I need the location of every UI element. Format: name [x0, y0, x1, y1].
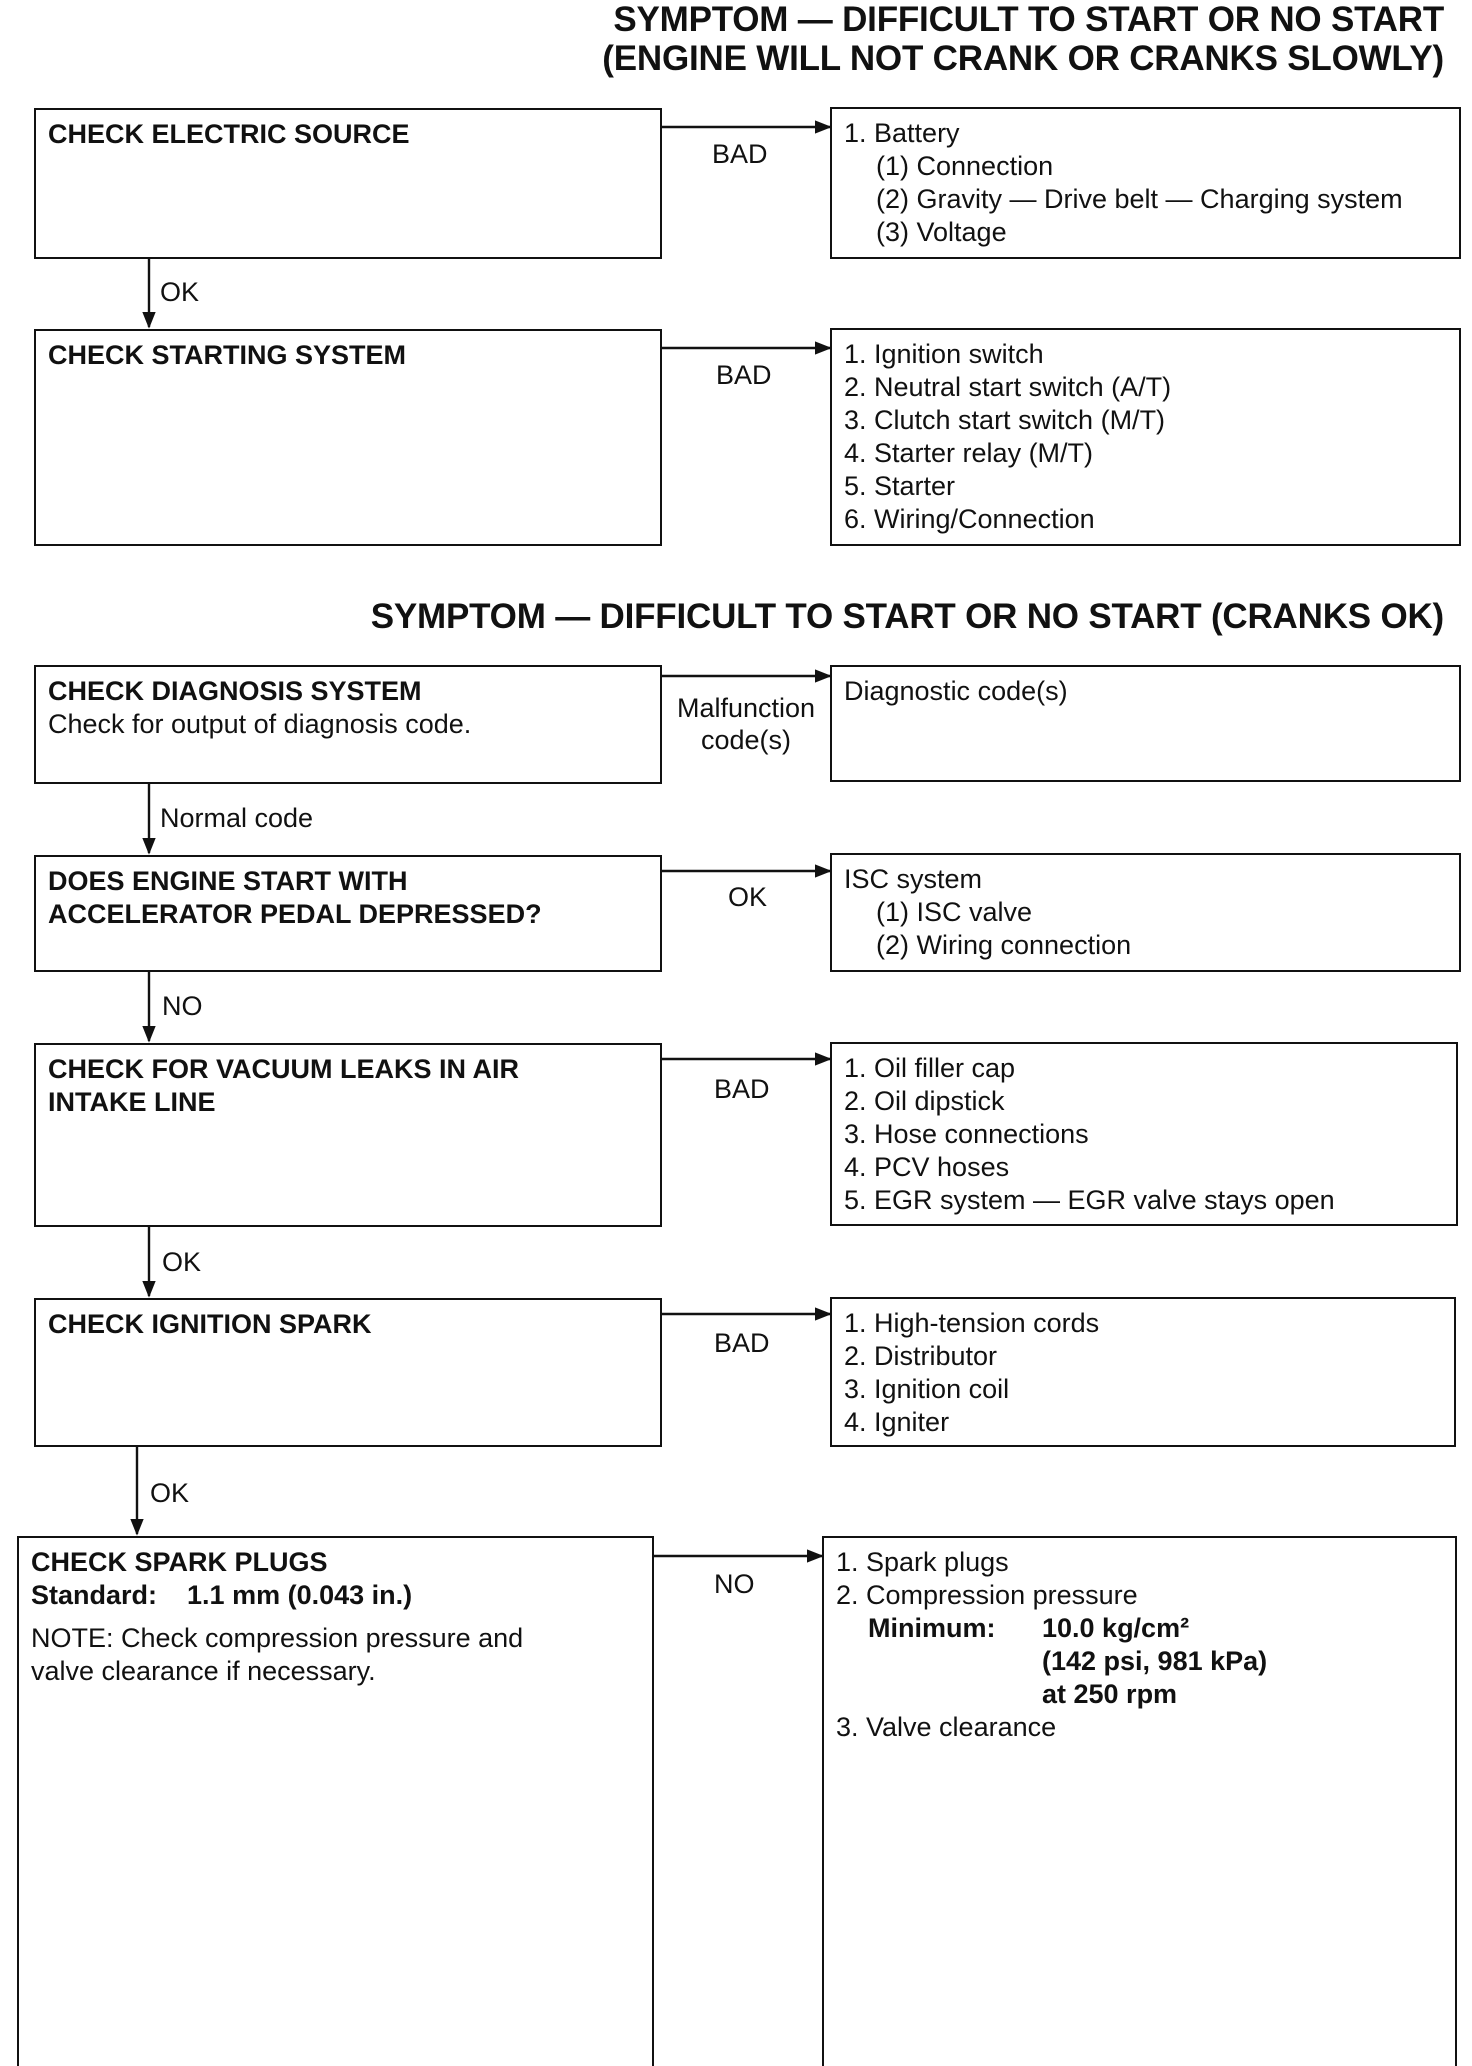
- section1-title: [602, 0, 1444, 78]
- spark-cause-item: 3. Ignition coil: [844, 1374, 1010, 1404]
- plugs-cause-spark-plugs: 1. Spark plugs: [836, 1547, 1009, 1577]
- isc-valve-text: (1) ISC valve: [876, 897, 1033, 927]
- check-vacuum-heading-line1: CHECK FOR VACUUM LEAKS IN AIR: [48, 1054, 519, 1084]
- check-electric-source-heading: CHECK ELECTRIC SOURCE: [48, 119, 410, 149]
- starting-cause-item: 3. Clutch start switch (M/T): [844, 405, 1166, 435]
- plugs-no-label: NO: [714, 1569, 755, 1599]
- electric-bad-label: BAD: [712, 139, 768, 169]
- compression-minimum: [836, 1612, 1443, 1645]
- check-diagnosis-heading: CHECK DIAGNOSIS SYSTEM: [48, 676, 422, 706]
- electric-cause-voltage: (3) Voltage: [876, 217, 1007, 247]
- starting-cause-item: 6. Wiring/Connection: [844, 504, 1095, 534]
- vacuum-cause-item: 2. Oil dipstick: [844, 1086, 1005, 1116]
- spark-cause-item: 4. Igniter: [844, 1407, 950, 1437]
- section1-title-line1: SYMPTOM — DIFFICULT TO START OR NO START: [613, 0, 1444, 39]
- spark-bad-label: BAD: [714, 1328, 770, 1358]
- vacuum-ok-label: OK: [162, 1247, 202, 1277]
- starting-bad-label: BAD: [716, 360, 772, 390]
- malfunction-label-line2: code(s): [700, 725, 792, 755]
- minimum-value-line3: at 250 rpm: [1042, 1679, 1178, 1709]
- isc-wiring-text: (2) Wiring connection: [876, 930, 1132, 960]
- section1-title-line2: (ENGINE WILL NOT CRANK OR CRANKS SLOWLY): [602, 39, 1444, 78]
- spark-plugs-note-line1: NOTE: Check compression pressure and: [31, 1623, 524, 1653]
- spark-ok-label: OK: [150, 1478, 190, 1508]
- diagnostic-codes-text: Diagnostic code(s): [844, 676, 1068, 706]
- standard-value: 1.1 mm (0.043 in.): [187, 1580, 413, 1610]
- check-vacuum-heading-line2: INTAKE LINE: [48, 1087, 216, 1117]
- engine-start-box: [34, 855, 662, 972]
- starting-cause-item: 1. Ignition switch: [844, 339, 1044, 369]
- spark-plugs-standard: [31, 1579, 640, 1612]
- check-starting-system-box: [34, 329, 662, 546]
- spark-plugs-note-line2: valve clearance if necessary.: [31, 1656, 376, 1686]
- standard-label: Standard:: [31, 1580, 158, 1610]
- vacuum-bad-label: BAD: [714, 1074, 770, 1104]
- check-electric-source-box: [34, 108, 662, 259]
- electric-ok-label: OK: [160, 277, 200, 307]
- engine-start-heading-line1: DOES ENGINE START WITH: [48, 866, 408, 896]
- check-spark-plugs-heading: CHECK SPARK PLUGS: [31, 1547, 328, 1577]
- check-spark-plugs-box: [17, 1536, 654, 2066]
- plugs-cause-valve-clearance: 3. Valve clearance: [836, 1712, 1057, 1742]
- vacuum-causes-box: [830, 1042, 1458, 1226]
- diagnostic-codes-box: [830, 665, 1461, 782]
- vacuum-cause-item: 4. PCV hoses: [844, 1152, 1010, 1182]
- check-ignition-spark-box: [34, 1298, 662, 1447]
- vacuum-cause-item: 3. Hose connections: [844, 1119, 1089, 1149]
- starting-cause-item: 5. Starter: [844, 471, 956, 501]
- plugs-causes-box: [822, 1536, 1457, 2066]
- section2-title: SYMPTOM — DIFFICULT TO START OR NO START (CRANKS OK): [370, 597, 1444, 636]
- starting-cause-item: 2. Neutral start switch (A/T): [844, 372, 1172, 402]
- starting-causes-box: [830, 328, 1461, 546]
- engine-ok-label: OK: [728, 882, 768, 912]
- minimum-label: Minimum:: [868, 1613, 996, 1643]
- vacuum-cause-item: 1. Oil filler cap: [844, 1053, 1016, 1083]
- isc-system-text: ISC system: [844, 864, 983, 894]
- check-diagnosis-box: [34, 665, 662, 784]
- malfunction-label: [668, 692, 824, 756]
- starting-cause-item: 4. Starter relay (M/T): [844, 438, 1094, 468]
- check-starting-system-heading: CHECK STARTING SYSTEM: [48, 340, 407, 370]
- check-vacuum-box: [34, 1043, 662, 1227]
- electric-causes-box: [830, 107, 1461, 259]
- minimum-value-line1: 10.0 kg/cm²: [1042, 1613, 1190, 1643]
- electric-cause-gravity: (2) Gravity — Drive belt — Charging system: [876, 184, 1403, 214]
- electric-cause-connection: (1) Connection: [876, 151, 1054, 181]
- isc-causes-box: [830, 853, 1461, 972]
- normal-code-label: Normal code: [160, 803, 314, 833]
- electric-cause-battery: 1. Battery: [844, 118, 960, 148]
- malfunction-label-line1: Malfunction: [676, 693, 816, 723]
- engine-no-label: NO: [162, 991, 203, 1021]
- check-diagnosis-text: Check for output of diagnosis code.: [48, 709, 472, 739]
- vacuum-cause-item: 5. EGR system — EGR valve stays open: [844, 1185, 1335, 1215]
- spark-cause-item: 1. High-tension cords: [844, 1308, 1100, 1338]
- minimum-value-line2: (142 psi, 981 kPa): [1042, 1646, 1268, 1676]
- plugs-cause-compression: 2. Compression pressure: [836, 1580, 1138, 1610]
- check-ignition-spark-heading: CHECK IGNITION SPARK: [48, 1309, 372, 1339]
- spark-causes-box: [830, 1297, 1456, 1447]
- spark-cause-item: 2. Distributor: [844, 1341, 998, 1371]
- engine-start-heading-line2: ACCELERATOR PEDAL DEPRESSED?: [48, 899, 542, 929]
